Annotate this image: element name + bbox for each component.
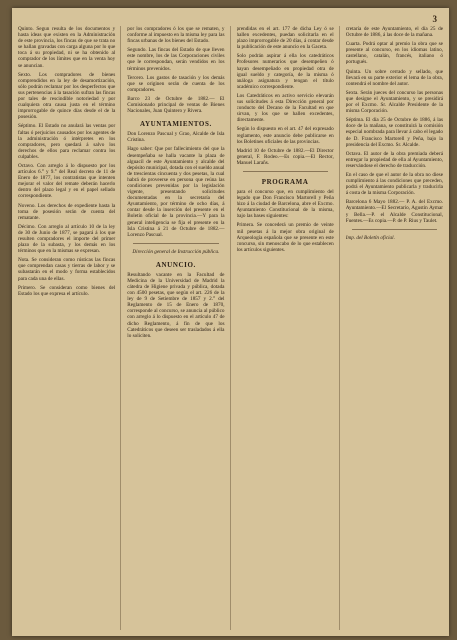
dateline: Madrid 10 de Octubre de 1882.—El Director general, F. Rodeo.—Es copia.—El Rector, Manuel Larañs. — [236, 147, 334, 166]
paragraph: Solo podrán aspirar á ella los catedráticos Profesores numerarios que desempeñen ó hayan desempeñado en propiedad otra de igual sueldo y categoría, de la misma ó análoga asignatura y tengan el título académico correspondiente. — [236, 53, 334, 90]
paragraph: Primera. Se concederá un premio de veinte mil pesetas á la mejor obra original de Arqueología española que se presente en este concurso, sin menoscabo de lo que establecen los artículos siguientes. — [236, 222, 334, 253]
paragraph: Sexta. Serán jueces del concurso las personas que designe el Ayuntamiento, y se presidirá por el Excmo. Sr. Alcalde Presidente de la misma Corporación. — [345, 89, 443, 115]
paragraph: Hago saber: Que por fallecimiento del que la desempeñaba se halla vacante la plaza de alguacil de este Ayuntamiento y alcalde del depósito municipal, dotada con el sueldo anual de trescientas cincuenta y dos pesetas, la cual habrá de proveerse en persona que reúna las condiciones prevenidas por la legislación vigente, presentando solicitudes documentadas en la secretaría del Ayuntamiento, por término de ocho días, á contar desde la inserción del presente en el Boletín oficial de la provincia.—Y para la general inteligencia se fija el presente en la Isla Cristina á 21 de Octubre de 1882.—Lorenzo Pascual. — [127, 146, 225, 238]
subheading: Dirección general de Instrucción pública. — [132, 248, 220, 255]
dateline: Barcelona 6 Mayo 1882.— P. A. del Excmo. Ayuntamiento.—El Secretario, Agustin Aymar y Bella.—P. el Alcalde Constitucional, Fuentes.—Es copia.—P. de P. Rius y Taulet. — [345, 199, 443, 224]
divider — [133, 243, 218, 244]
dateline: Barco 23 de Octubre de 1882.— El Comisionado principal de ventas de Bienes Nacionales, Juan Quintero y Rivera. — [127, 95, 225, 115]
section-heading: AYUNTAMIENTOS. — [139, 120, 212, 129]
paragraph: Nota. Se consideran como rústicas las fincas que comprendan casas y tierras de labor y se subastarán en el modo y forma establecidos para cada una de ellas. — [18, 257, 116, 282]
paragraph: Décimo. Con arreglo al artículo 10 de la ley de 30 de Junio de 1877, se pagará á los que resulten compradores el importe del primer plazo de la subasta, y los demás en los términos que en la mismas se expresan. — [18, 223, 116, 255]
paragraph: Octava. El autor de la obra premiada deberá entregar la propiedad de ella al Ayuntamiento, reservándose el derecho de traducción. — [345, 150, 443, 169]
newspaper-page — [12, 8, 449, 636]
paragraph: cretaría de este Ayuntamiento, el día 25 de Octubre de 1886, á las doce de la mañana. — [345, 26, 443, 39]
paragraph: Resultando vacante en la Facultad de Medicina de la Universidad de Madrid la cátedra de Higiene privada y pública, dotada con 4500 pesetas, que según el art. 226 de la ley de 9 de Setiembre de 1857 y 2.° del Reglamento de 15 de Enero de 1870, corresponde al concurso, se anuncia al público con arreglo á lo dispuesto en el artículo 47 de dicho Reglamento, á fin de que los Catedráticos que deseen ser trasladados á ella lo soliciten. — [127, 271, 225, 339]
paragraph: Don Lorenzo Pascual y Grao, Alcalde de Isla Cristina. — [127, 131, 225, 144]
paragraph: Según lo dispuesto en el art. 47 del expresado reglamento, este anuncio debe publicarse en los Boletines oficiales de las provincias. — [236, 126, 334, 145]
printer-imprint: Imp. del Boletín oficial. — [345, 234, 395, 241]
paragraph: Quinto. Segun resulta de los documentos y hasta ideas que existen en la Administración de este provincia, los fincas de que se trata no se hallan gravadas con carga alguna por lo que toca á su propiedad, ni se ha obtenido al comprador de los límites que en la venta hoy se anuncian. — [18, 26, 116, 69]
paragraph: Segundo. Las fincas del Estado de que lleven este nombre, los de las Corporaciones civiles que le correspondan, serán vendidos en los términos prevenidos. — [127, 47, 225, 72]
paragraph: prendidas en el art. 177 de dicha Ley ó se hallen excedentes, puedan solicitarla en el plazo improrrogable de 20 días, á contar desde la publicación de este anuncio en la Gaceta. — [236, 26, 334, 51]
column-1 — [18, 26, 121, 630]
paragraph: Octavo. Con arreglo á lo dispuesto por los artículos 6.° y 9.° del Real decreto de 11 de Enero de 1877, los contratistas que intenten mejorar el valor del remate deberán hacerlo dentro del plazo legal y en el papel sellado correspondiente. — [18, 162, 116, 200]
column-4 — [346, 26, 443, 630]
paragraph: Primero. Se consideran como bienes del Estado los que expresa el artículo. — [18, 284, 116, 297]
divider — [243, 171, 328, 172]
column-2 — [127, 26, 230, 630]
paragraph: Quinta. Un sobre cerrado y sellado, que llevará en su parte exterior el lema de la obra, contendrá el nombre del autor. — [345, 68, 443, 87]
paragraph: Cuarta. Podrá optar al premio la obra que se presente al concurso, en los idiomas latino, castellano, catalán, francés, italiano ó portugués. — [345, 41, 443, 66]
paragraph: Sexto. Los compradores de bienes comprendidos en la ley de desamortización, sólo podrán reclamar por los desperfectos que sus pertenencias á la tasación sufran las fincas por tales de rescindible notoriedad y por cualquiera otra causa justa en el término improrrogable de quince días desde el de la posesión. — [18, 71, 116, 121]
paragraph: En el caso de que el autor de la obra no diese cumplimiento á las condiciones que preceden, podrá el Ayuntamiento publicarla y traducirla á costa de la misma Corporación. — [345, 171, 443, 197]
divider — [352, 229, 437, 230]
section-heading: ANUNCIO. — [155, 260, 196, 269]
paragraph: Los Catedráticos en activo servicio elevarán sus solicitudes á esta Dirección general por conducto del Decano de la Facultad en que sirvan, y los que se hallen excedentes, directamente. — [236, 92, 334, 124]
paragraph: Noveno. Los derechos de expediente hasta la toma de posesión serán de cuenta del rematante. — [18, 202, 116, 221]
paragraph: Séptimo. El Estado no anulará las ventas por faltas ó perjuicios causados por los agentes de la administración ó intérpretes en los compradores, pero quedará á salvo los derechos de ellos para reclamar contra los culpables. — [18, 123, 116, 160]
paragraph: por los compradores ó los que se rematen, y conforme al impuesto en la misma ley para las fincas urbanas de los bienes del Estado. — [127, 26, 225, 45]
paragraph: Tercero. Los gastos de tasación y los demás que se originen serán de cuenta de los compradores. — [127, 74, 225, 93]
page-number: 3 — [432, 14, 437, 24]
paragraph: para el concurso que, en cumplimiento del legado que Don Francisco Martorell y Peña hizo á la ciudad de Barcelona, abre el Excmo. Ayuntamiento Constitucional de la misma, bajo las bases siguientes: — [236, 188, 334, 220]
column-3 — [237, 26, 340, 630]
section-heading: PROGRAMA — [261, 177, 309, 186]
columns — [18, 26, 443, 630]
paragraph: Séptima. El día 25 de Octubre de 1886, á las doce de la mañana, se constituirá la comisión especial nombrada para llevar á cabo el legado de D. Francisco Martorell y Peña, bajo la presidencia del Excmo. Sr. Alcalde. — [345, 117, 443, 148]
